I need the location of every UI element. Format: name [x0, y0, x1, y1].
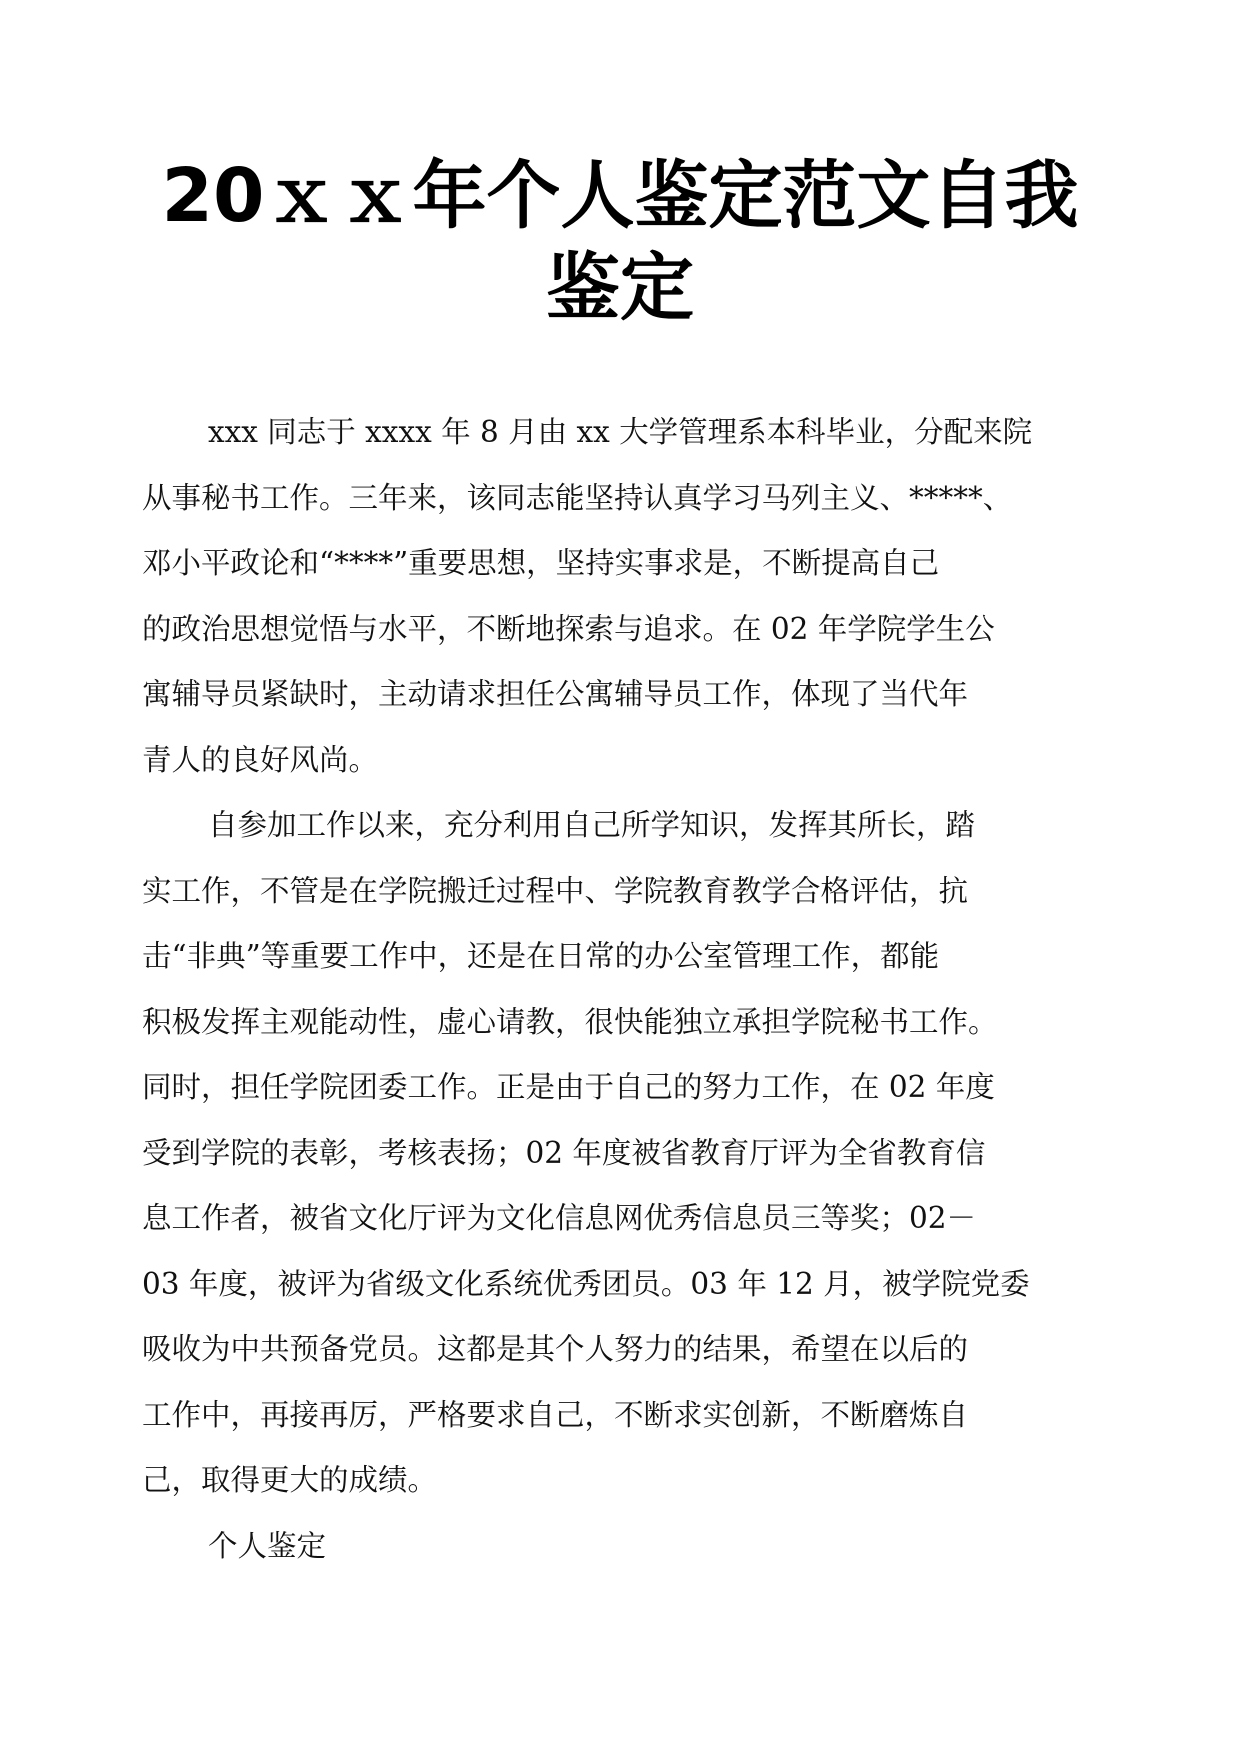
paragraph-line: 03 年度，被评为省级文化系统优秀团员。03 年 12 月，被学院党委 [142, 1266, 1030, 1301]
section-heading: 个人鉴定 [208, 1528, 327, 1563]
paragraph-line: 从事秘书工作。三年来，该同志能坚持认真学习马列主义、*****、 [142, 480, 1013, 515]
paragraph-line: 受到学院的表彰，考核表扬；02 年度被省教育厅评为全省教育信 [142, 1135, 986, 1170]
document-title [150, 150, 1090, 334]
paragraph-line: 工作中，再接再厉，严格要求自己，不断求实创新，不断磨炼自 [142, 1397, 969, 1432]
paragraph-line: 积极发挥主观能动性，虚心请教，很快能独立承担学院秘书工作。 [142, 1004, 998, 1039]
section-heading-block [142, 1514, 1102, 1580]
paragraph-line: xxx 同志于 xxxx 年 8 月由 xx 大学管理系本科毕业，分配来院 [208, 415, 1033, 449]
paragraph-line: 击“非典”等重要工作中，还是在日常的办公室管理工作，都能 [142, 939, 940, 973]
paragraph-2 [142, 793, 1102, 1514]
paragraph-line: 吸收为中共预备党员。这都是其个人努力的结果，希望在以后的 [142, 1332, 969, 1366]
paragraph-line: 青人的良好风尚。 [142, 742, 379, 777]
paragraph-line: 己，取得更大的成绩。 [142, 1463, 438, 1497]
paragraph-line: 寓辅导员紧缺时，主动请求担任公寓辅导员工作，体现了当代年 [142, 677, 969, 711]
paragraph-line: 的政治思想觉悟与水平，不断地探索与追求。在 02 年学院学生公 [142, 611, 995, 646]
paragraph-line: 实工作，不管是在学院搬迁过程中、学院教育教学合格评估，抗 [142, 873, 969, 908]
paragraph-line: 邓小平政论和“****”重要思想，坚持实事求是，不断提高自己 [142, 546, 940, 580]
paragraph-1 [142, 400, 1102, 793]
title-line-2: 鉴定 [546, 245, 694, 331]
title-line-1: 20ｘｘ年个人鉴定范文自我 [161, 153, 1079, 239]
paragraph-line: 自参加工作以来，充分利用自己所学知识，发挥其所长，踏 [208, 808, 976, 842]
document-body [142, 400, 1102, 1579]
paragraph-line: 同时，担任学院团委工作。正是由于自己的努力工作，在 02 年度 [142, 1070, 995, 1104]
paragraph-line: 息工作者，被省文化厅评为文化信息网优秀信息员三等奖；02－ [142, 1201, 977, 1235]
